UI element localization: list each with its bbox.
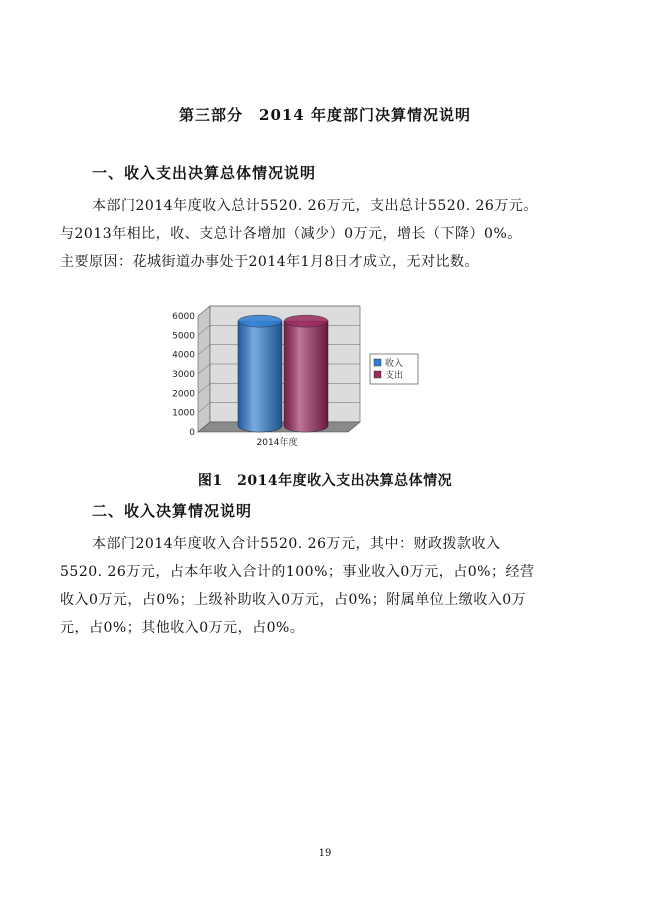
bar-top-支出 bbox=[284, 315, 328, 327]
section2-heading: 二、收入决算情况说明 bbox=[92, 502, 253, 520]
bar-shading bbox=[238, 321, 282, 432]
section2-line-4: 元，占0%；其他收入0万元，占0%。 bbox=[60, 620, 305, 636]
figure-caption: 图1 2014年度收入支出决算总体情况 bbox=[197, 473, 453, 489]
y-tick-label: 2000 bbox=[172, 389, 195, 400]
y-tick-label: 4000 bbox=[172, 350, 195, 361]
y-tick-label: 1000 bbox=[172, 408, 195, 419]
section2-line-2: 5520. 26万元，占本年收入合计的100%；事业收入0万元，占0%；经营 bbox=[60, 564, 535, 580]
y-tick-label: 3000 bbox=[172, 370, 195, 380]
page-number: 19 bbox=[318, 848, 332, 859]
section1-line-1: 本部门2014年度收入总计5520. 26万元，支出总计5520. 26万元。 bbox=[92, 198, 538, 214]
legend-label: 收入 bbox=[385, 359, 404, 369]
y-tick-label: 6000 bbox=[172, 312, 195, 322]
section1-line-3: 主要原因：花城街道办事处于2014年1月8日才成立，无对比数。 bbox=[60, 254, 479, 270]
section1-body bbox=[60, 192, 597, 276]
legend-swatch-收入 bbox=[374, 359, 381, 366]
page-title: 第三部分 2014 年度部门决算情况说明 bbox=[179, 106, 471, 124]
bar-top-收入 bbox=[238, 315, 282, 327]
section2-body bbox=[60, 530, 597, 642]
x-category-label: 2014年度 bbox=[256, 438, 298, 448]
section2-line-3: 收入0万元，占0%；上级补助收入0万元，占0%；附属单位上缴收入0万 bbox=[60, 592, 527, 608]
section1-line-2: 与2013年相比，收、支总计各增加（减少）0万元，增长（下降）0%。 bbox=[60, 226, 522, 242]
income-expense-chart bbox=[160, 292, 430, 448]
section1-heading: 一、收入支出决算总体情况说明 bbox=[92, 164, 317, 182]
y-tick-label: 5000 bbox=[172, 331, 195, 342]
section2-line-1: 本部门2014年度收入合计5520. 26万元，其中：财政拨款收入 bbox=[92, 536, 501, 552]
bar-shading bbox=[284, 321, 328, 432]
legend-label: 支出 bbox=[385, 371, 404, 381]
legend-swatch-支出 bbox=[374, 371, 381, 378]
y-tick-label: 0 bbox=[189, 428, 195, 438]
